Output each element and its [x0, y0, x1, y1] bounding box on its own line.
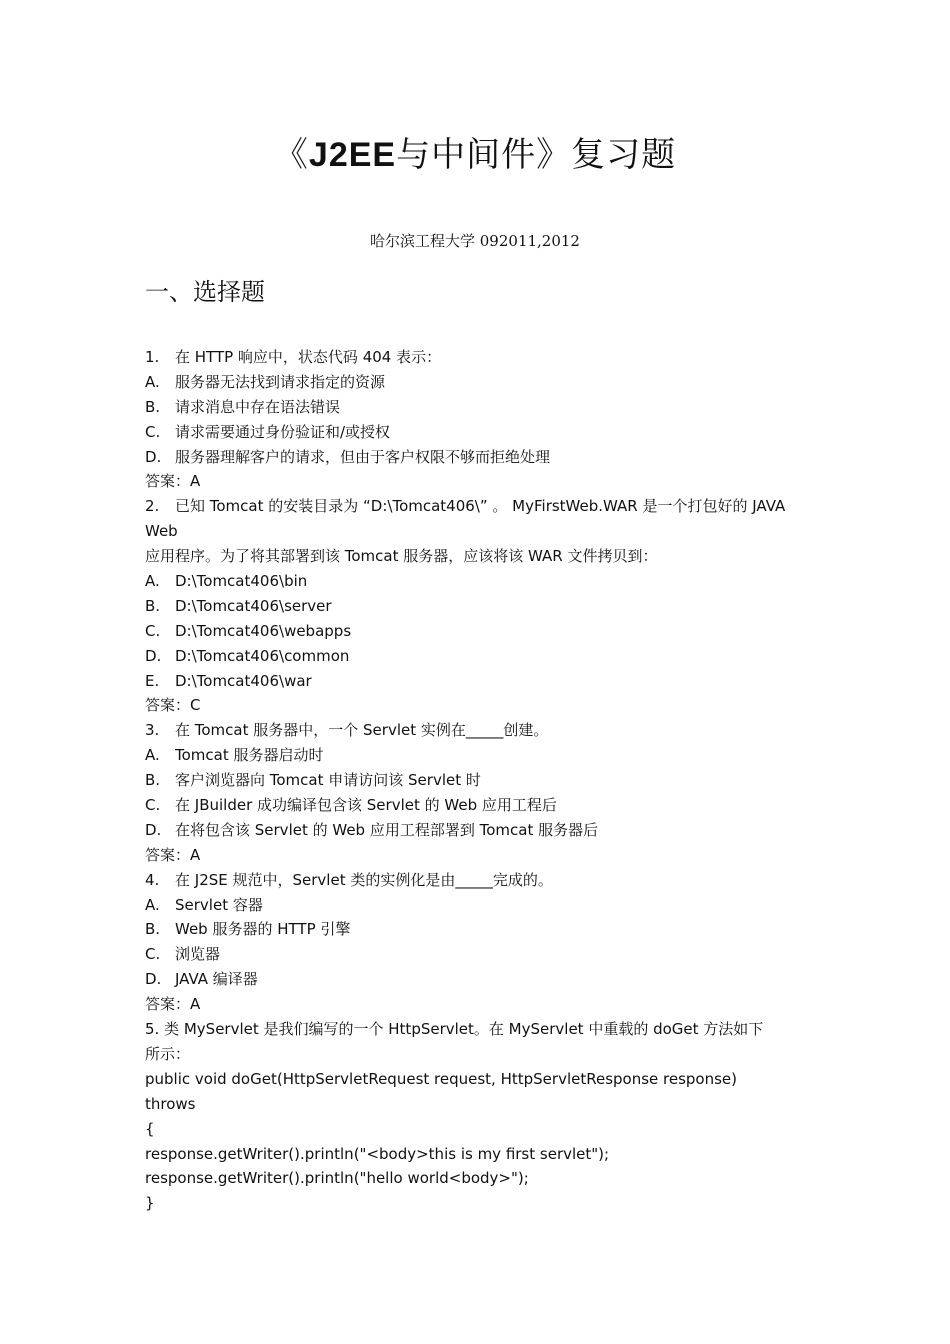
line-text: D:\Tomcat406\bin	[175, 572, 308, 591]
line-label: E.	[145, 671, 160, 690]
line-text: }	[145, 1194, 155, 1213]
line-text: Web	[145, 522, 178, 541]
line-text: 所示：	[145, 1044, 191, 1063]
text-line	[145, 594, 810, 619]
title-rest: 与中间件》复习题	[396, 135, 677, 175]
text-line	[145, 445, 810, 470]
line-text: 客户浏览器向 Tomcat 申请访问该 Servlet 时	[175, 771, 481, 790]
line-text: 请求需要通过身份验证和/或授权	[175, 422, 391, 441]
line-text: Tomcat 服务器启动时	[175, 746, 324, 765]
line-text: 答案：C	[145, 696, 201, 715]
line-text: 浏览器	[175, 945, 221, 964]
text-line	[145, 843, 810, 868]
line-text: 在 Tomcat 服务器中，一个 Servlet 实例在_____创建。	[175, 721, 549, 740]
text-line	[145, 1142, 810, 1167]
line-text: 在将包含该 Servlet 的 Web 应用工程部署到 Tomcat 服务器后	[175, 820, 599, 839]
line-label: 2.	[145, 497, 160, 516]
line-label: D.	[145, 820, 162, 839]
line-label: 4.	[145, 870, 160, 889]
line-text: 在 J2SE 规范中，Servlet 类的实例化是由_____完成的。	[175, 870, 553, 889]
line-label: C.	[145, 796, 161, 815]
line-text: response.getWriter().println("hello world<body>");	[145, 1169, 529, 1188]
text-line	[145, 519, 810, 544]
text-line	[145, 718, 810, 743]
line-text: 答案：A	[145, 472, 201, 491]
text-line	[145, 1166, 810, 1191]
text-line	[145, 619, 810, 644]
text-line	[145, 1067, 810, 1092]
text-line	[145, 818, 810, 843]
line-text: 请求消息中存在语法错误	[175, 397, 341, 416]
text-line	[145, 793, 810, 818]
text-line	[145, 395, 810, 420]
text-line	[145, 768, 810, 793]
line-text: throws	[145, 1094, 196, 1113]
line-label: B.	[145, 771, 161, 790]
text-line	[145, 345, 810, 370]
line-label: C.	[145, 422, 161, 441]
text-line	[145, 644, 810, 669]
line-text: 答案：A	[145, 845, 201, 864]
line-label: B.	[145, 596, 161, 615]
line-text: JAVA 编译器	[175, 970, 258, 989]
line-label: 3.	[145, 721, 160, 740]
line-text: 在 HTTP 响应中，状态代码 404 表示：	[175, 348, 442, 366]
document-subtitle: 哈尔滨工程大学 092011,2012	[370, 232, 580, 250]
line-text: D:\Tomcat406\common	[175, 646, 350, 665]
line-label: A.	[145, 895, 160, 914]
line-label: D.	[145, 646, 162, 665]
line-text: 在 JBuilder 成功编译包含该 Servlet 的 Web 应用工程后	[175, 796, 557, 815]
text-line	[145, 494, 810, 519]
line-text: 服务器理解客户的请求，但由于客户权限不够而拒绝处理	[175, 447, 551, 466]
text-line	[145, 917, 810, 942]
line-text: D:\Tomcat406\server	[175, 596, 332, 615]
line-label: B.	[145, 920, 161, 939]
text-line	[145, 1092, 810, 1117]
document-title	[0, 132, 950, 178]
line-label: D.	[145, 447, 162, 466]
text-line	[145, 942, 810, 967]
line-text: D:\Tomcat406\webapps	[175, 621, 352, 640]
line-text: 5. 类 MyServlet 是我们编写的一个 HttpServlet。在 MyServlet 中重载的 doGet 方法如下	[145, 1020, 764, 1039]
text-line	[145, 420, 810, 445]
text-line	[145, 743, 810, 768]
line-label: A.	[145, 572, 160, 591]
text-line	[145, 569, 810, 594]
line-text: 答案：A	[145, 995, 201, 1014]
text-line	[145, 868, 810, 893]
line-label: A.	[145, 746, 160, 765]
line-text: Web 服务器的 HTTP 引擎	[175, 920, 351, 939]
line-text: response.getWriter().println("<body>this is my first servlet");	[145, 1144, 610, 1163]
line-label: D.	[145, 970, 162, 989]
text-line	[145, 967, 810, 992]
line-text: 已知 Tomcat 的安装目录为 “D:\Tomcat406\” 。 MyFirstWeb.WAR 是一个打包好的 JAVA	[175, 497, 786, 516]
text-line	[145, 1191, 810, 1216]
text-line	[145, 992, 810, 1017]
title-open-bracket: 《	[273, 135, 309, 175]
text-line	[145, 370, 810, 395]
title-latin: J2EE	[308, 136, 397, 174]
text-line	[145, 893, 810, 918]
text-line	[145, 1017, 810, 1042]
section-heading: 一、选择题	[145, 278, 265, 306]
text-line	[145, 669, 810, 694]
line-text: D:\Tomcat406\war	[175, 671, 312, 690]
line-label: A.	[145, 372, 160, 391]
text-line	[145, 469, 810, 494]
question-content	[145, 345, 810, 1216]
line-label: B.	[145, 397, 161, 416]
line-text: 应用程序。为了将其部署到该 Tomcat 服务器，应该将该 WAR 文件拷贝到：	[145, 547, 658, 566]
text-line	[145, 544, 810, 569]
line-label: C.	[145, 945, 161, 964]
line-label: 1.	[145, 348, 160, 366]
line-text: public void doGet(HttpServletRequest request, HttpServletResponse response)	[145, 1069, 738, 1088]
line-text: 服务器无法找到请求指定的资源	[175, 372, 386, 391]
line-text: Servlet 容器	[175, 895, 263, 914]
text-line	[145, 1117, 810, 1142]
text-line	[145, 1042, 810, 1067]
line-text: {	[145, 1119, 155, 1138]
line-label: C.	[145, 621, 161, 640]
text-line	[145, 693, 810, 718]
